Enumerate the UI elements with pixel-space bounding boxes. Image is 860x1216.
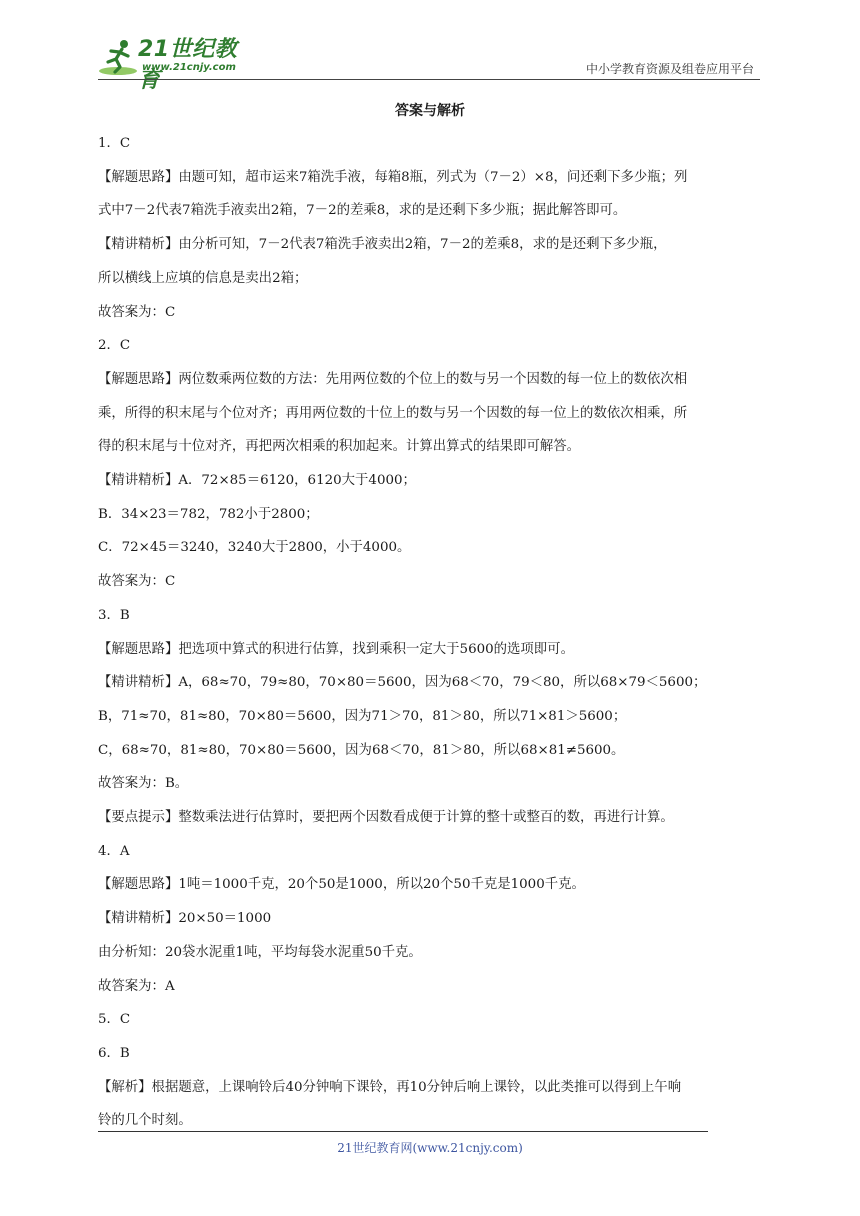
text-line: 4．A [98,843,130,859]
page-header [98,26,760,93]
text-line: 式中7－2代表7箱洗手液卖出2箱，7－2的差乘8，求的是还剩下多少瓶；据此解答即可。 [98,203,627,219]
text-line: 【精讲精析】20×50＝1000 [98,911,272,927]
header-divider [98,79,760,80]
text-line: C．72×45＝3240，3240大于2800，小于4000。 [98,540,411,556]
logo-url: www.21cnjy.com [142,62,236,73]
text-line: 故答案为：A [98,978,175,994]
page-footer: 21世纪教育网(www.21cnjy.com) [337,1141,523,1155]
text-line: 【解题思路】1吨＝1000千克，20个50是1000，所以20个50千克是1000千克。 [98,877,585,893]
text-line: 故答案为：B。 [98,776,189,792]
text-line: 由分析知：20袋水泥重1吨，平均每袋水泥重50千克。 [98,944,422,960]
text-line: B．34×23＝782，782小于2800； [98,506,319,522]
logo-text: 21世纪教育 [138,37,238,93]
footer-divider [98,1131,708,1132]
platform-name: 中小学教育资源及组卷应用平台 [585,62,754,76]
text-line: 6．B [98,1045,130,1061]
text-line: 乘，所得的积末尾与个位对齐；再用两位数的十位上的数与另一个因数的每一位上的数依次相乘，所 [98,405,688,421]
text-line: 【解析】根据题意，上课响铃后40分钟响下课铃，再10分钟后响上课铃，以此类推可以得到上午响 [98,1079,682,1095]
text-line: 故答案为：C [98,304,176,320]
text-line: 【要点提示】整数乘法进行估算时，要把两个因数看成便于计算的整十或整百的数，再进行计算。 [98,810,674,826]
text-line: 【精讲精析】A．72×85＝6120，6120大于4000； [98,473,416,489]
text-line: 所以横线上应填的信息是卖出2箱； [98,270,308,286]
text-line: 【精讲精析】A，68≈70，79≈80，70×80＝5600，因为68＜70，79＜80，所以68×79＜5600； [98,675,707,691]
text-line: 1．C [98,136,131,151]
runner-icon [98,38,138,76]
text-line: 故答案为：C [98,574,176,590]
text-line: 5．C [98,1012,131,1028]
text-line: 【解题思路】由题可知，超市运来7箱洗手液，每箱8瓶，列式为（7－2）×8，问还剩下多少瓶；列 [98,169,688,185]
text-line: 【解题思路】两位数乘两位数的方法：先用两位数的个位上的数与另一个因数的每一位上的数依次相 [98,371,688,387]
text-line: C，68≈70，81≈80，70×80＝5600，因为68＜70，81＞80，所以68×81≠5600。 [98,742,625,758]
text-line: 3．B [98,607,130,623]
page-title: 答案与解析 [395,103,465,119]
site-logo [98,32,258,93]
text-line: 铃的几个时刻。 [98,1113,192,1129]
text-line: B，71≈70，81≈80，70×80＝5600，因为71＞70，81＞80，所以71×81＞5600； [98,708,627,724]
text-line: 【精讲精析】由分析可知，7－2代表7箱洗手液卖出2箱，7－2的差乘8，求的是还剩下多少瓶， [98,237,667,253]
answer-content [98,127,762,1138]
text-line: 得的积末尾与十位对齐，再把两次相乘的积加起来。计算出算式的结果即可解答。 [98,439,581,455]
text-line: 【解题思路】把选项中算式的积进行估算，找到乘积一定大于5600的选项即可。 [98,641,574,657]
text-line: 2．C [98,338,131,354]
